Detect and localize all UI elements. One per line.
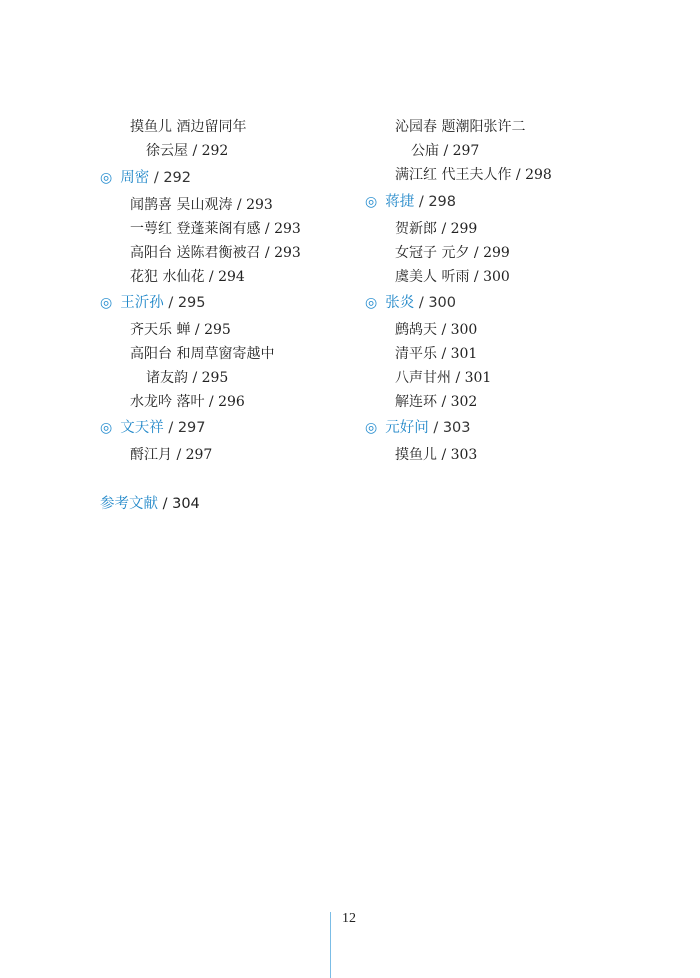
toc-entry[interactable]: 摸鱼儿 酒边留同年	[130, 119, 247, 135]
toc-entry[interactable]: 闻鹊喜 吴山观涛 / 293	[130, 197, 273, 213]
author-bullet-icon: ◎	[100, 420, 113, 436]
page-number: 12	[342, 911, 356, 926]
toc-author-wentianxiang[interactable]: ◎ 文天祥 / 297	[100, 420, 206, 436]
toc-entry[interactable]: 齐天乐 蝉 / 295	[130, 322, 231, 338]
toc-entry[interactable]: 高阳台 送陈君衡被召 / 293	[130, 245, 301, 261]
author-bullet-icon: ◎	[100, 170, 113, 186]
toc-entry[interactable]: 沁园春 题潮阳张许二	[395, 119, 526, 135]
toc-entry[interactable]: 虞美人 听雨 / 300	[395, 269, 510, 285]
author-bullet-icon: ◎	[100, 295, 113, 311]
toc-entry[interactable]: 贺新郎 / 299	[395, 221, 478, 237]
toc-entry-continuation[interactable]: 诸友韵 / 295	[146, 370, 229, 386]
toc-entry[interactable]: 满江红 代王夫人作 / 298	[395, 167, 552, 183]
toc-entry-continuation[interactable]: 徐云屋 / 292	[146, 143, 229, 159]
toc-references[interactable]: 参考文献 / 304	[100, 496, 200, 512]
toc-author-zhoumi[interactable]: ◎ 周密 / 292	[100, 170, 191, 186]
toc-entry[interactable]: 花犯 水仙花 / 294	[130, 269, 245, 285]
author-bullet-icon: ◎	[365, 420, 378, 436]
toc-entry[interactable]: 鹧鸪天 / 300	[395, 322, 478, 338]
toc-entry[interactable]: 一萼红 登蓬莱阁有感 / 293	[130, 221, 301, 237]
toc-entry[interactable]: 水龙吟 落叶 / 296	[130, 394, 245, 410]
toc-author-yuanhaowen[interactable]: ◎ 元好问 / 303	[365, 420, 471, 436]
toc-entry[interactable]: 酹江月 / 297	[130, 447, 213, 463]
toc-author-jiangjie[interactable]: ◎ 蒋捷 / 298	[365, 194, 456, 210]
toc-entry[interactable]: 女冠子 元夕 / 299	[395, 245, 510, 261]
author-bullet-icon: ◎	[365, 194, 378, 210]
toc-entry[interactable]: 高阳台 和周草窗寄越中	[130, 346, 275, 362]
toc-entry[interactable]: 解连环 / 302	[395, 394, 478, 410]
toc-author-wangyisun[interactable]: ◎ 王沂孙 / 295	[100, 295, 206, 311]
toc-author-zhangyan[interactable]: ◎ 张炎 / 300	[365, 295, 456, 311]
author-bullet-icon: ◎	[365, 295, 378, 311]
toc-entry-continuation[interactable]: 公庙 / 297	[411, 143, 480, 159]
toc-entry[interactable]: 摸鱼儿 / 303	[395, 447, 478, 463]
toc-entry[interactable]: 八声甘州 / 301	[395, 370, 492, 386]
toc-entry[interactable]: 清平乐 / 301	[395, 346, 478, 362]
footer-divider	[330, 912, 331, 978]
